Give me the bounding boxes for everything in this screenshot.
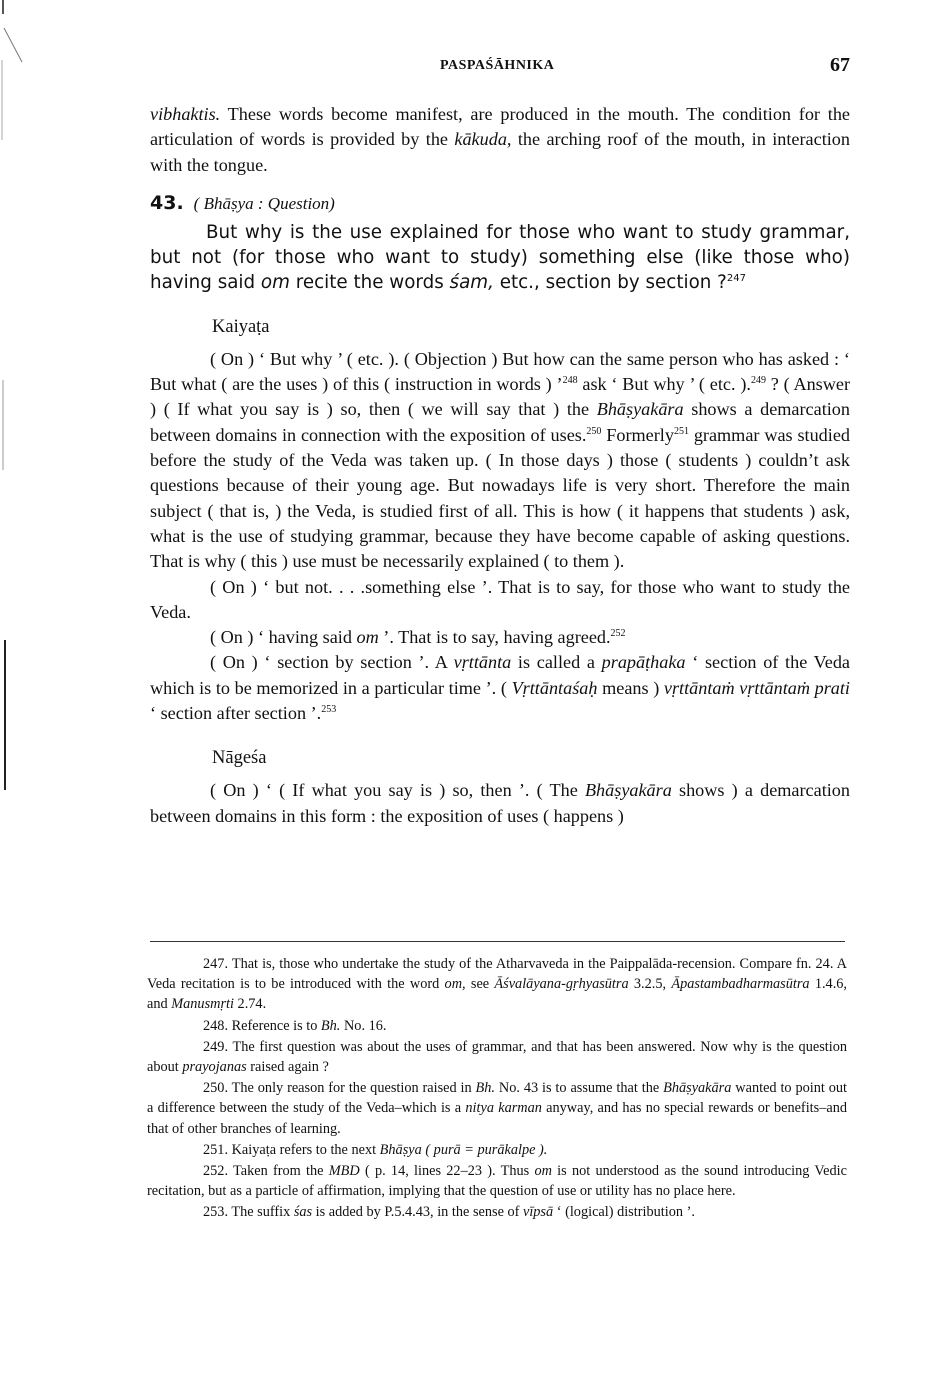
bhasya-text: But why is the use explained for those who want to study grammar, but not (for those who want to study) something else (like those who) having said om recite the words śam, etc., section by section ?$^{247}$ [150, 221, 850, 293]
nagesa-heading: Nāgeśa [212, 748, 267, 769]
main-text [150, 102, 850, 829]
footnote-ref: 252 [610, 628, 626, 640]
footnote-247: 247. That is, those who undertake the study of the Atharvaveda in the Paippalāda-recension. Compare fn. 24. A Veda recitation is to be introduced with the word om, see Āśvalāyana-gṛhyasūtra 3.2.5, Āpastambadharmasūtra 1.4.6, and Manusmṛti 2.74. [147, 956, 847, 1013]
scan-edge-marks [0, 0, 24, 820]
kaiyata-heading: Kaiyaṭa [212, 316, 270, 337]
kaiyata-paragraph-3: ( On ) ‘ having said om ’. That is to say, having agreed.$^{252}$ [210, 627, 626, 648]
nagesa-paragraph-1: ( On ) ‘ ( If what you say is ) so, then ’. ( The Bhāṣyakāra shows ) a demarcation between domains in this form : the exposition of uses ( happens ) [150, 780, 850, 826]
intro-paragraph: vibhaktis. These words become manifest, are produced in the mouth. The condition for the articulation of words is provided by the kākuda, the arching roof of the mouth, in interaction with the tongue. [150, 104, 850, 175]
section-heading [150, 190, 850, 220]
footnote-ref: 250 [586, 425, 602, 437]
footnote-252: 252. Taken from the MBD ( p. 14, lines 22–23 ). Thus om is not understood as the sound introducing Vedic recitation, but as a particle of affirmation, implying that the question of use or utility has no place here. [147, 1163, 847, 1200]
footnote-249: 249. The first question was about the uses of grammar, and that has been answered. Now why is the question about prayojanas raised again ? [147, 1038, 847, 1076]
kaiyata-paragraph-4: ( On ) ‘ section by section ’. A vṛttānta is called a prapāṭhaka ‘ section of the Veda which is to be memorized in a particular time ’. ( Vṛttāntaśaḥ means ) vṛttāntaṁ vṛttāntaṁ prati ‘ section after section ’.$^{253}$ [150, 652, 850, 724]
section-number: 43. [150, 191, 184, 214]
kaiyata-paragraph-1: ( On ) ‘ But why ’ ( etc. ). ( Objection ) But how can the same person who has asked : ‘ But what ( are the uses ) of this ( instruction in words ) ’$^{248}$ ask ‘ But why ’ ( etc. ).$^{249}$ ? ( Answer ) ( If what you say is ) so, then ( we will say that ) the Bhāṣyakāra shows a demarcation between domains in connection with the exposition of uses.$^{250}$ Formerly$^{251}$ grammar was studied before the study of the Veda was taken up. ( In those days ) those ( students ) couldn’t ask questions because of their young age. But nowadays life is very short. Therefore the main subject ( that is, ) the Veda, is studied first of all. This is how ( it happens that students ) ask, what is the use of studying grammar, because they have become capable of asking questions. That is why ( this ) use must be necessarily explained ( to them ). [150, 348, 851, 572]
page-number: 67 [830, 54, 850, 76]
section-subtitle: ( Bhāṣya : Question) [193, 193, 335, 213]
page-header [150, 56, 850, 80]
footnote-253: 253. The suffix śas is added by P.5.4.43, in the sense of vīpsā ‘ (logical) distribution ’. [203, 1204, 695, 1221]
running-head: PASPAŚĀHNIKA [440, 58, 555, 73]
footnote-ref: 249 [750, 375, 766, 387]
footnote-ref: 253 [321, 704, 337, 716]
kaiyata-paragraph-2: ( On ) ‘ but not. . . .something else ’. That is to say, for those who want to study the Veda. [150, 576, 850, 622]
footnote-ref: 247 [726, 272, 746, 284]
footnote-251: 251. Kaiyaṭa refers to the next Bhāṣya ( purā = purākalpe ). [203, 1141, 548, 1158]
footnote-divider [150, 941, 845, 942]
footnote-250: 250. The only reason for the question raised in Bh. No. 43 is to assume that the Bhāṣyakāra wanted to point out a difference between the study of the Veda–which is a nitya karman anyway, and has no special rewards or benefits–and that of other branches of learning. [147, 1080, 847, 1137]
footnote-ref: 248 [562, 375, 578, 387]
footnote-ref: 251 [673, 425, 689, 437]
footnote-248: 248. Reference is to Bh. No. 16. [203, 1017, 387, 1034]
footnotes [147, 954, 847, 1223]
